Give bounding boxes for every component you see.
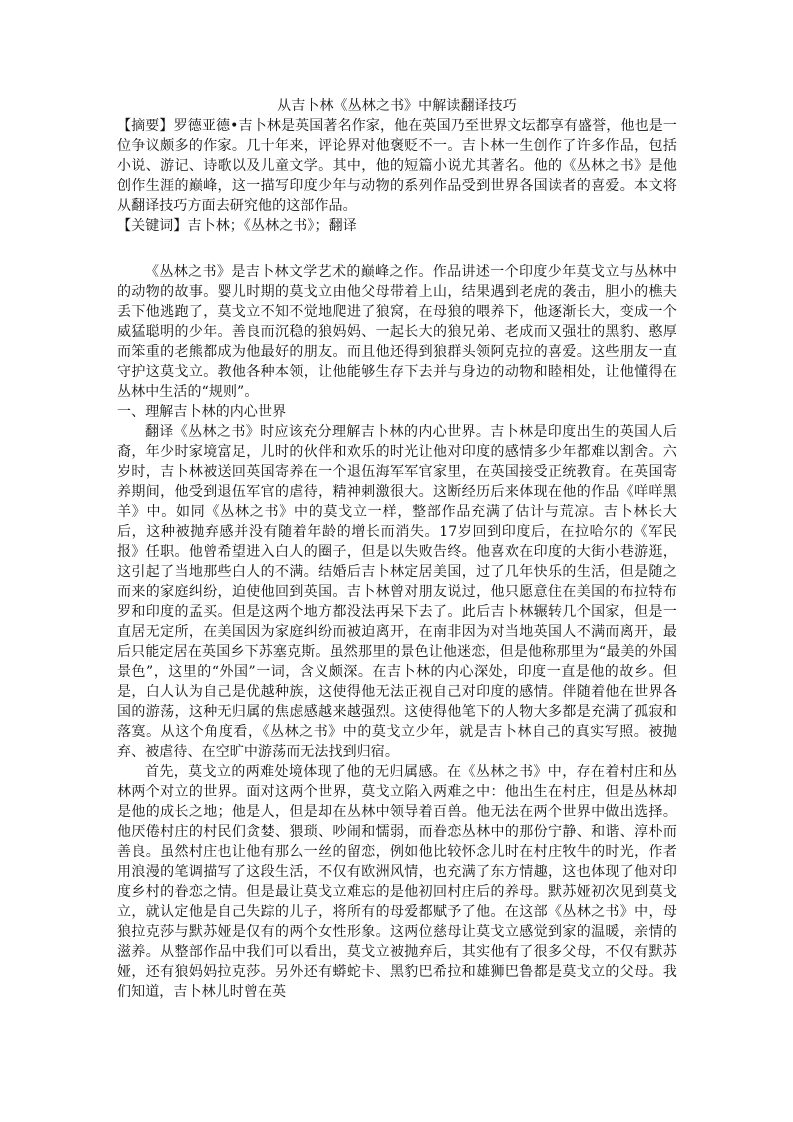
spacer: [117, 236, 677, 256]
keywords: [117, 216, 677, 236]
body-paragraph: 首先，莫戈立的两难处境体现了他的无归属感。在《丛林之书》中，存在着村庄和丛林两个对立的世界。面对这两个世界，莫戈立陷入两难之中：他出生在村庄，但是丛林却是他的成长之地；他是人，但是却在丛林中领导着百兽。他无法在两个世界中做出选择。他厌倦村庄的村民们贪婪、猥琐、吵闹和懦弱，而眷恋丛林中的那份宁静、和谐、淳朴而善良。虽然村庄也让他有那么一丝的留恋，例如他比较怀念儿时在村庄牧牛的时光，作者用浪漫的笔调描写了这段生活，不仅有欧洲风情，也充满了东方情趣，这也体现了他对印度乡村的眷恋之情。但是最让莫戈立难忘的是他初回村庄后的养母。默苏娅初次见到莫戈立，就认定他是自己失踪的儿子，将所有的母爱都赋予了他。在这部《丛林之书》中，母狼拉克莎与默苏娅是仅有的两个女性形象。这两位慈母让莫戈立感觉到家的温暖，亲情的滋养。从整部作品中我们可以看出，莫戈立被抛弃后，其实他有了很多父母，不仅有默苏娅，还有狼妈妈拉克莎。另外还有蟒蛇卡、黑豹巴希拉和雄狮巴鲁都是莫戈立的父母。我们知道，吉卜林儿时曾在英: [117, 764, 677, 1000]
document-body: [117, 96, 677, 1002]
body-paragraph: 翻译《丛林之书》时应该充分理解吉卜林的内心世界。吉卜林是印度出生的英国人后裔，年少时家境富足，儿时的伙伴和欢乐的时光让他对印度的感情多少年都难以割舍。六岁时，吉卜林被送回英国寄养在一个退伍海军军官家里，在英国接受正统教育。在英国寄养期间，他受到退伍军官的虐待，精神刺激很大。这断经历后来体现在他的作品《咩咩黑羊》中。如同《丛林之书》中的莫戈立一样，整部作品充满了估计与荒凉。吉卜林长大后，这种被抛弃感并没有随着年龄的增长而消失。17岁回到印度后，在拉哈尔的《军民报》任职。他曾希望进入白人的圈子，但是以失败告终。他喜欢在印度的大街小巷游逛，这引起了当地那些白人的不满。结婚后吉卜林定居美国，过了几年快乐的生活，但是随之而来的家庭纠纷，迫使他回到英国。吉卜林曾对朋友说过，他只愿意住在美国的布拉特布罗和印度的孟买。但是这两个地方都没法再呆下去了。此后吉卜林辗转几个国家，但是一直居无定所，在美国因为家庭纠纷而被迫离开，在南非因为对当地英国人不满而离开，最后只能定居在英国乡下苏塞克斯。虽然那里的景色让他迷恋，但是他称那里为“最美的外国景色”，这里的“外国”一词，含义颇深。在吉卜林的内心深处，印度一直是他的故乡。但是，白人认为自己是优越种族，这使得他无法正视自己对印度的感情。伴随着他在世界各国的游荡，这种无归属的焦虑感越来越强烈。这使得他笔下的人物大多都是充满了孤寂和落寞。从这个角度看，《丛林之书》中的莫戈立少年，就是吉卜林自己的真实写照。被抛弃、被虐待、在空旷中游荡而无法找到归宿。: [117, 424, 677, 760]
document-title: 从吉卜林《丛林之书》中解读翻译技巧: [277, 98, 517, 114]
keywords-text: 吉卜林；《丛林之书》；翻译: [187, 218, 357, 234]
keywords-label: 【关键词】: [117, 218, 188, 234]
abstract: [117, 116, 677, 216]
section-heading: 一、理解吉卜林的内心世界: [117, 404, 287, 420]
intro-paragraph: 《丛林之书》是吉卜林文学艺术的巅峰之作。作品讲述一个印度少年莫戈立与丛林中的动物的故事。婴儿时期的莫戈立由他父母带着上山，结果遇到老虎的袭击，胆小的樵夫丢下他逃跑了，莫戈立不知不觉地爬进了狼窝，在母狼的喂养下，他逐渐长大，变成一个威猛聪明的少年。善良而沉稳的狼妈妈、一起长大的狼兄弟、老成而又强壮的黑豹、憨厚而笨重的老熊都成为他最好的朋友。而且他还得到狼群头领阿克拉的喜爱。这些朋友一直守护这莫戈立。教他各种本领，让他能够生存下去并与身边的动物和睦相处，让他懂得在丛林中生活的“规则”。: [117, 264, 677, 400]
abstract-text: 罗德亚德•吉卜林是英国著名作家，他在英国乃至世界文坛都享有盛誉，他也是一位争议颇多的作家。几十年来，评论界对他褒贬不一。吉卜林一生创作了许多作品，包括小说、游记、诗歌以及儿童文学。其中，他的短篇小说尤其著名。他的《丛林之书》是他创作生涯的巅峰，这一描写印度少年与动物的系列作品受到世界各国读者的喜爱。本文将从翻译技巧方面去研究他的这部作品。: [117, 118, 677, 214]
abstract-label: 【摘要】: [117, 118, 174, 134]
